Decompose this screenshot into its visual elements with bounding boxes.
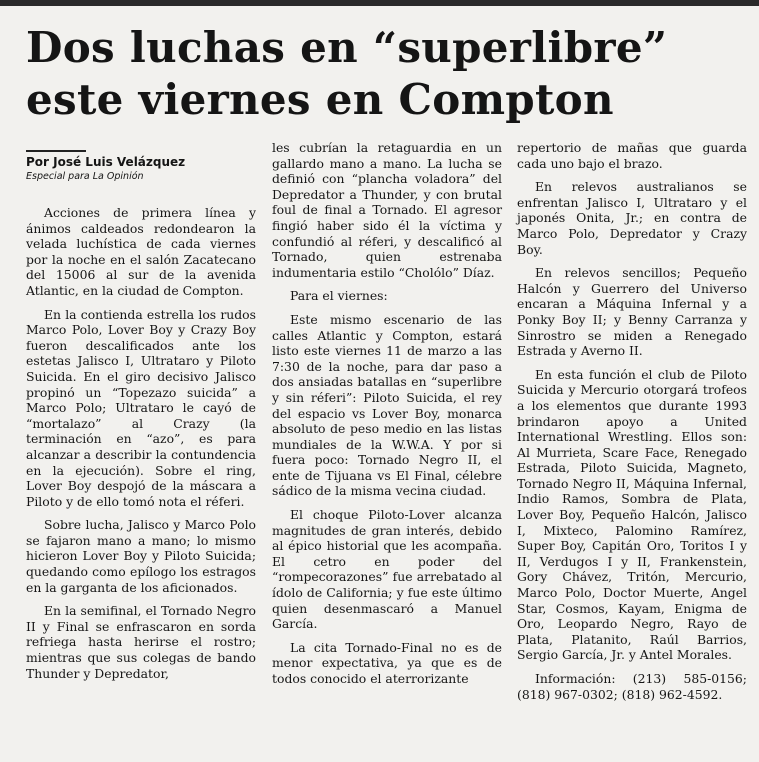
article-column-2 bbox=[272, 140, 502, 695]
paragraph: Sobre lucha, Jalisco y Marco Polo se fajaron mano a mano; lo mismo hicieron Lover Boy y Piloto Suicida; quedando como epílogo los estragos en la garganta de los aficionados. bbox=[26, 517, 256, 595]
headline: Dos luchas en “superlibre” este viernes en Compton bbox=[26, 23, 668, 124]
byline-rule bbox=[26, 150, 86, 152]
subhead: Para el viernes: bbox=[290, 288, 388, 304]
paragraph: La cita Tornado-Final no es de menor expectativa, ya que es de todos conocido el aterrorizante bbox=[272, 639, 502, 686]
article-column-3 bbox=[517, 140, 747, 710]
paragraph: les cubrían la retaguardia en un gallardo mano a mano. La lucha se definió con “plancha voladora” del Depredator a Thunder, y con brutal foul de final a Tornado. El agresor fingió haber sido él la víctima y confundió al réferi, y descalificó al Tornado, quien estrenaba indumentaria estilo “Cholólo” Díaz. bbox=[272, 140, 502, 280]
byline-credit: Especial para La Opinión bbox=[26, 171, 144, 182]
paragraph: En relevos australianos se enfrentan Jalisco I, Ultrataro y el japonés Onita, Jr.; en contra de Marco Polo, Depredator y Crazy Boy. bbox=[517, 179, 747, 257]
contact-info: Información: (213) 585-0156; (818) 967-0302; (818) 962-4592. bbox=[517, 671, 747, 702]
paragraph: Acciones de primera línea y ánimos caldeados redondearon la velada luchística de cada viernes por la noche en el salón Zacatecano del 15006 al sur de la avenida Atlantic, en la ciudad de Compton. bbox=[26, 205, 256, 298]
paragraph: repertorio de mañas que guarda cada uno bajo el brazo. bbox=[517, 140, 747, 171]
paragraph: En relevos sencillos; Pequeño Halcón y Guerrero del Universo encaran a Máquina Infernal y a Ponky Boy II; y Benny Carranza y Sinrostro se miden a Renegado Estrada y Averno II. bbox=[517, 265, 747, 359]
paragraph: El choque Piloto-Lover alcanza magnitudes de gran interés, debido al épico historial que les acompaña. El cetro en poder del “rompecorazones” fue arrebatado al ídolo de California; y fue este último quien desenmascaró a Manuel García. bbox=[272, 507, 502, 632]
paragraph: En esta función el club de Piloto Suicida y Mercurio otorgará trofeos a los elementos que durante 1993 brindaron apoyo a United International Wrestling. Ellos son: Al Murrieta, Scare Face, Renegado Estrada, Piloto Suicida, Magneto, Tornado Negro II, Máquina Infernal, Indio Ramos, Sombra de Plata, Lover Boy, Pequeño Halcón, Jalisco I, Mixteco, Palomino Ramírez, Super Boy, Capitán Oro, Toritos I y II, Verdugos I y II, Frankenstein, Gory Chávez, Tritón, Mercurio, Marco Polo, Doctor Muerte, Angel Star, Cosmos, Kayam, Enigma de Oro, Leopardo Negro, Rayo de Plata, Platanito, Raúl Barrios, Sergio García, Jr. y Antel Morales. bbox=[517, 366, 747, 663]
paragraph: En la semifinal, el Tornado Negro II y Final se enfrascaron en sorda refriega hasta herirse el rostro; mientras que sus colegas de bando Thunder y Depredator, bbox=[26, 603, 256, 681]
paragraph: Este mismo escenario de las calles Atlantic y Compton, estará listo este viernes 11 de marzo a las 7:30 de la noche, para dar paso a dos ansiadas batallas en “superlibre y sin réferi”: Piloto Suicida, el rey del espacio vs Lover Boy, monarca absoluto de peso medio en las listas mundiales de la W.W.A. Y por si fuera poco: Tornado Negro II, el ente de Tijuana vs El Final, célebre sádico de la misma vecina ciudad. bbox=[272, 311, 502, 499]
article-body bbox=[26, 140, 752, 760]
paragraph: En la contienda estrella los rudos Marco Polo, Lover Boy y Crazy Boy fueron descalificados ante los estetas Jalisco I, Ultrataro y Piloto Suicida. En el giro decisivo Jalisco propinó un “Topezazo suicida” a Marco Polo; Ultrataro le cayó de “mortalazo” al Crazy (la terminación en “azo”, es para alcanzar a describir la contundencia en la ejecución). Sobre el ring, Lover Boy despojó de la máscara a Piloto y de ello tomó nota el réferi. bbox=[26, 306, 256, 509]
top-rule bbox=[0, 0, 759, 6]
article-column-1 bbox=[26, 150, 256, 689]
byline: Por José Luis Velázquez bbox=[26, 155, 186, 169]
